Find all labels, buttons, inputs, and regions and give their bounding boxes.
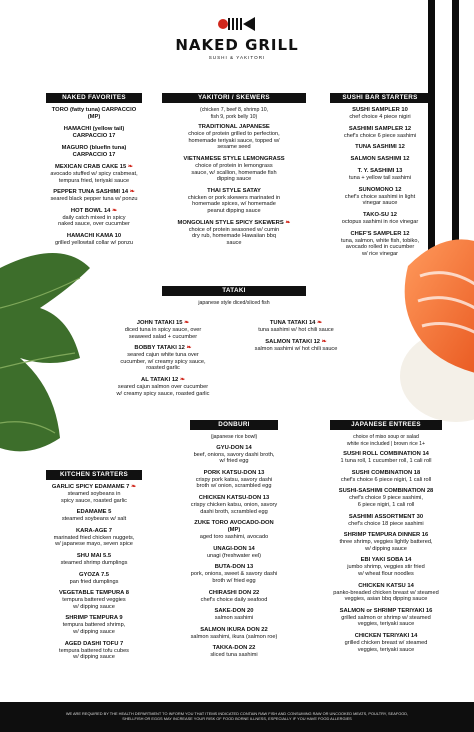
menu-item [330,557,442,577]
menu-item-description: jumbo shrimp, veggies stir fried w/ wheat flour noodles [347,564,425,577]
menu-item-description: three shrimp, veggies lightly battered, w/ dipping sauce [339,539,433,552]
menu-item-name: TUNA TATAKI 14 [269,320,316,326]
menu-item-description: tempura battered veggies w/ dipping sauce [62,597,126,610]
menu-item [46,509,142,523]
menu-item-name: TUNA SASHIMI 12 [355,144,405,151]
menu-item-name: PORK KATSU-DON 13 [203,469,265,476]
menu-item-name: CHICKEN TERIYAKI 14 [354,632,418,639]
menu-item-description: steamed shrimp dumplings [60,559,128,566]
column-donburi [190,420,278,665]
menu-item-name: SHRIMP TEMPURA DINNER 16 [343,532,429,539]
menu-item [190,470,278,490]
menu-item-description: aged toro sashimi, avocado [199,534,269,541]
menu-item-name: PEPPER TUNA SASHIMI 14 [53,189,129,196]
menu-item-description: salmon sashimi, ikura (salmon roe) [190,633,278,640]
menu-item [100,345,226,372]
section-note: (japanese rice bowl) [210,434,258,440]
menu-item [330,231,430,258]
menu-item-description: salmon sashimi w/ hot chili sauce [254,345,338,352]
menu-item [190,627,278,641]
menu-item [46,189,142,203]
menu-item-name: BUTA-DON 13 [214,564,254,571]
menu-item-description: crispy chicken katsu, onion, savory dashi broth, scrambled egg [190,501,278,515]
menu-item-name: THAI STYLE SATAY [207,187,261,194]
menu-item [190,590,278,604]
menu-item-name: AL TATAKI 12 [141,376,179,383]
menu-item [330,608,442,628]
menu-item [46,615,142,635]
menu-item [190,645,278,659]
menu-item [162,124,306,151]
menu-item-name: KARA-AGE 7 [75,527,113,534]
menu-item [330,514,442,528]
menu-item [46,553,142,567]
section-title: NAKED FAVORITES [46,93,142,103]
menu-item-description: seared cajun salmon over cucumber w/ creamy spicy sauce, roasted garlic [116,383,210,397]
menu-item-description: tempura battered shrimp, w/ dipping sauce [62,622,126,635]
menu-item-name: MEXICAN CRAB CAKE 15 [55,164,127,170]
chili-pepper-icon: ❧ [178,376,185,383]
chili-pepper-icon: ❧ [283,219,291,226]
menu-item-description: chef's choice 6 piece nigiri, 1 cali roll [340,476,432,483]
menu-item [330,488,442,508]
menu-item-description: avocado stuffed w/ spicy crabmeat, tempura fried, teriyaki sauce [50,171,138,184]
menu-item-description: chef's choice 6 piece sashimi [343,132,417,139]
menu-item-name: MAGURO (bluefin tuna) CARPACCIO 17 [61,145,127,158]
fish-logo-icon [217,14,257,34]
menu-item-description: chef choice 4 piece nigiri [349,114,411,120]
menu-item [46,641,142,661]
menu-item-name: TAKO-SU 12 [362,211,398,218]
menu-item [100,320,226,340]
column-left-lower [46,470,142,667]
menu-item-name: TAKKA-DON 22 [212,645,256,652]
restaurant-subtitle: SUSHI & YAKITORI [208,55,266,60]
menu-item [46,572,142,586]
menu-item-description: choice of protein seasoned w/ cumin dry rub, homemade Hawaiian bbq sauce [188,226,280,246]
menu-item-name: UNAGI-DON 14 [213,545,255,552]
menu-item-name: HAMACHI KAMA 10 [66,232,122,239]
menu-item-name: TORO (fatty tuna) CARPACCIO (MP) [51,107,137,120]
menu-item-description: sliced tuna sashimi [210,652,258,659]
menu-item [330,144,430,151]
menu-item [46,107,142,121]
section-naked-favorites [46,93,142,247]
menu-item [190,495,278,515]
menu-item [240,320,352,334]
menu-header [0,14,474,60]
section-title: YAKITORI / SKEWERS [162,93,306,103]
menu-item-description: seared cajun white tuna over cucumber, w/ creamy spicy sauce, roasted garlic [120,352,206,372]
menu-item-name: CHICKEN KATSU-DON 13 [198,494,270,501]
menu-item-name: VEGETABLE TEMPURA 8 [59,590,129,597]
restaurant-name: NAKED GRILL [175,36,299,54]
menu-item-description: tuna sashimi w/ hot chili sauce [258,327,334,333]
menu-item-description: pork, onions, sweet & savory dashi broth w/ fried egg [190,571,278,584]
menu-item-description: crispy pork katsu, savory dashi broth w/ onion, scrambled egg [195,476,273,490]
menu-item [46,126,142,140]
section-title: SUSHI BAR STARTERS [330,93,430,103]
menu-item-name: SHU MAI 5.5 [76,552,112,559]
menu-item-name: SUSHI-SASHIMI COMBINATION 28 [338,488,434,495]
chili-pepper-icon: ❧ [320,338,327,345]
menu-item-name: SASHIMI SAMPLER 12 [348,125,412,132]
menu-item-description: tuna + yellow tail sashimi [348,175,412,182]
menu-item-description: chef's choice 9 piece sashimi, 6 piece nigiri, 1 cali roll [349,495,423,508]
menu-item-name: SALMON IKURA DON 22 [200,626,268,633]
menu-item [46,233,142,247]
menu-item-name: GYU-DON 14 [216,444,252,451]
menu-item-name: TRADITIONAL JAPANESE [198,124,270,131]
menu-item-name: JOHN TATAKI 15 [136,320,183,326]
menu-item-name: SALMON SASHIMI 12 [350,156,410,163]
menu-item-description: diced tuna in spicy sauce, over seaweed salad + cucumber [124,327,202,340]
menu-item-description: chef's choice sashimi in light vinegar sauce [344,193,416,207]
section-title: JAPANESE ENTREES [330,420,442,430]
column-tataki-head [162,286,306,311]
menu-item-name: AGED DASHI TOFU 7 [64,640,124,647]
menu-item-description: chef's choice 18 piece sashimi [348,520,424,527]
menu-item-name: SHRIMP TEMPURA 9 [65,615,123,622]
menu-item [100,377,226,397]
menu-item [190,546,278,560]
menu-item [162,188,306,215]
column-right [330,93,430,263]
menu-item-description: beef, onions, savory dashi broth, w/ fried egg [193,451,275,465]
menu-item-description: panko-breaded chicken breast w/ steamed veggies, asian bbq dipping sauce [333,589,439,603]
menu-item [330,156,430,163]
column-middle [162,93,306,252]
menu-item-description: daily catch mixed in spicy naked sauce, over cucumber [58,214,130,228]
menu-item-description: choice of protein in lemongrass sauce, w/ scallion, homemade fish dipping sauce [191,162,277,183]
menu-item-name: SUNOMONO 12 [358,186,402,193]
menu-item [162,220,306,247]
chili-pepper-icon: ❧ [315,320,323,326]
menu-item [190,520,278,541]
menu-item [330,470,442,484]
section-sushi-bar [330,93,430,257]
menu-item-name: BOBBY TATAKI 12 [134,345,185,352]
menu-item-description: tempura battered tofu cubes w/ dipping sauce [59,647,129,661]
menu-item [330,212,430,226]
section-note: japanese style diced/sliced fish [198,300,270,306]
shiso-leaf-image [0,248,92,468]
menu-item-name: EBI YAKI SOBA 14 [360,557,412,564]
section-yakitori [162,93,306,246]
menu-item [330,126,430,140]
section-note: (chicken 7, beef 8, shrimp 10, fish 9, pork belly 10) [199,107,269,120]
menu-item-description: tuna, salmon, white fish, tobiko, avocado rolled in cucumber w/ rice vinegar [340,237,420,257]
menu-item-description: chef's choice daily seafood [200,596,268,603]
menu-item-description: unagi (freshwater eel) [206,552,262,559]
menu-item-description: 1 tuna roll, 1 cucumber roll, 1 cali roll [340,458,432,465]
menu-item [190,608,278,622]
menu-item-description: grilled yellowtail collar w/ ponzu [54,239,134,246]
menu-item [330,633,442,653]
column-left [46,93,142,253]
menu-item-name: HOT BOWL 14 [70,207,111,214]
menu-item-description: salmon sashimi [214,615,254,622]
menu-item-description: steamed soybeans in spicy sauce, roasted garlic [61,491,127,504]
menu-item [190,445,278,465]
menu-item-description: marinated fried chicken nuggets, w/ japanese mayo, seven spice [53,534,135,548]
footer-disclaimer: WE ARE REQUIRED BY THE HEALTH DEPARTMENT TO INFORM YOU THAT ITEMS INDICATED CONTAIN RAW FISH AND CONSUMING RAW OR UNCOOKED MEATS, POULTRY, SEAFOOD, SHELLFISH OR EGGS MAY INCREASE YOUR RISK OF FOOD BORNE ILLNESS, ESPECIALLY IF YOU HAVE FOOD ALLERGIES [0,702,474,732]
menu-item [46,590,142,610]
menu-item-name: CHEF'S SAMPLER 12 [350,230,410,237]
chili-pepper-icon: ❧ [182,320,190,326]
menu-item [330,583,442,603]
menu-item-name: GARLIC SPICY EDAMAME 7 [51,484,130,490]
menu-item [190,564,278,584]
menu-item-name: SUSHI COMBINATION 18 [351,469,421,476]
menu-item-name: SASHIMI ASSORTMENT 30 [348,513,424,520]
menu-item-description: grilled salmon or shrimp w/ steamed veggies, teriyaki sauce [341,614,431,628]
menu-item-name: HAMACHI (yellow tail) CARPACCIO 17 [63,126,125,139]
section-kitchen-starters [46,470,142,661]
menu-item-description: steamed soybeans w/ salt [61,516,127,523]
menu-item-name: T. Y. SASHIMI 13 [357,168,403,175]
menu-item-description: choice of protein grilled to perfection, homemade teriyaki sauce, topped w/ sesame seed [188,131,280,151]
section-title: KITCHEN STARTERS [46,470,142,480]
chili-pepper-icon: ❧ [128,189,135,196]
menu-item-name: CHICKEN KATSU 14 [358,582,414,589]
menu-item-name: GYOZA 7.5 [78,571,110,578]
menu-item [162,156,306,183]
menu-item-name: SAKE-DON 20 [214,608,254,615]
menu-item [240,339,352,353]
menu-item [330,187,430,207]
section-entrees [330,420,442,653]
menu-item-name: SALMON or SHRIMP TERIYAKI 16 [339,607,433,614]
menu-item-name: SUSHI SAMPLER 10 [352,107,408,113]
menu-item-description: octopus sashimi in rice vinegar [341,218,419,225]
menu-item-name: ZUKE TORO AVOCADO-DON (MP) [194,520,274,534]
menu-item-name: CHIRASHI DON 22 [208,589,260,596]
menu-item-description: chicken or pork skewers marinated in homemade spices, w/ homemade peanut dipping sauce [187,194,281,214]
section-donburi [190,420,278,659]
menu-item-description: grilled chicken breast w/ steamed veggies, teriyaki sauce [344,639,428,653]
menu-item [46,528,142,548]
section-note: choice of miso soup or salad white rice included | brown rice 1+ [346,434,426,447]
menu-item-name: VIETNAMESE STYLE LEMONGRASS [183,155,285,162]
menu-item [330,107,430,121]
menu-item-name: SALMON TATAKI 12 [265,338,321,345]
section-title: TATAKI [162,286,306,296]
menu-item-name: MONGOLIAN STYLE SPICY SKEWERS [177,219,284,226]
menu-item [46,484,142,504]
menu-item [330,168,430,182]
chili-pepper-icon: ❧ [126,164,133,170]
menu-item-name: SUSHI ROLL COMBINATION 14 [343,451,429,458]
menu-item [46,164,142,184]
tataki-left [100,320,226,402]
menu-item [330,532,442,552]
section-title: DONBURI [190,420,278,430]
menu-item-name: EDAMAME 5 [76,509,112,516]
menu-item [46,208,142,228]
chili-pepper-icon: ❧ [184,345,192,352]
menu-item [46,145,142,159]
chili-pepper-icon: ❧ [110,207,118,214]
chili-pepper-icon: ❧ [129,484,137,490]
column-entrees [330,420,442,659]
menu-item [330,451,442,465]
menu-item-description: seared black pepper tuna w/ ponzu [50,196,138,203]
tataki-right [240,320,352,357]
menu-item-description: pan fried dumplings [69,578,119,585]
